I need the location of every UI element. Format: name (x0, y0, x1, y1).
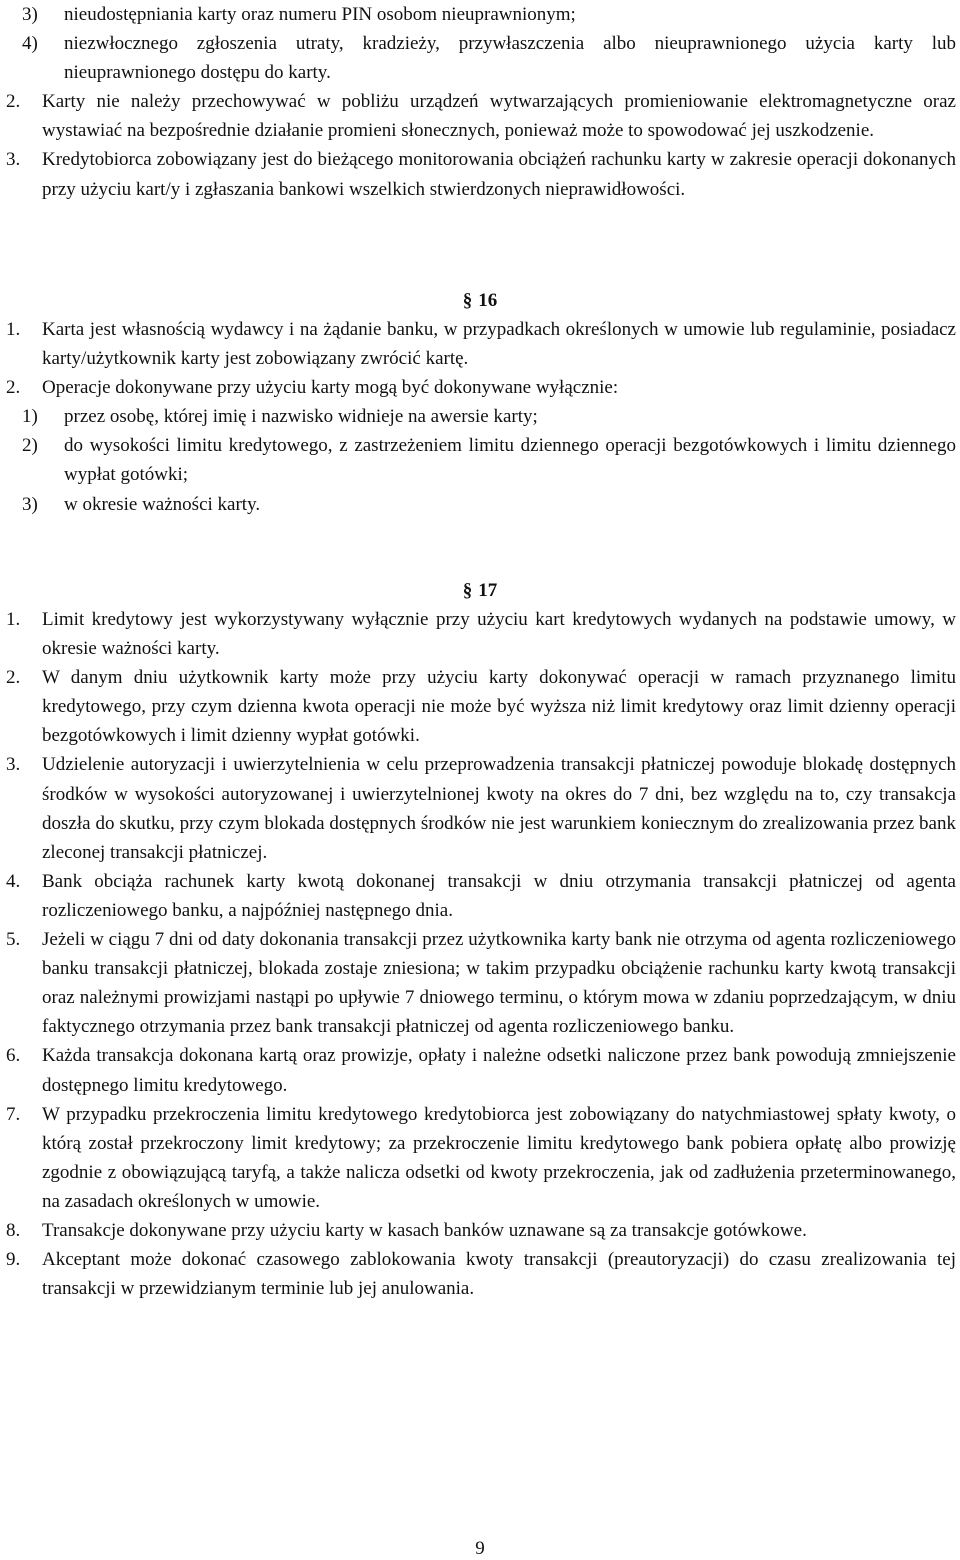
paragraph-number: 4. (6, 870, 21, 892)
list-item (0, 431, 960, 489)
list-item-number: 2) (22, 435, 38, 457)
paragraph-item (0, 315, 960, 373)
paragraph-item (0, 145, 960, 203)
paragraph-number: 2. (6, 91, 21, 113)
list-item (0, 0, 960, 29)
section-sign: § (462, 290, 473, 311)
list-item-number: 4) (22, 33, 38, 55)
section-heading (0, 576, 960, 605)
paragraph-item (0, 605, 960, 663)
paragraph-text: Akceptant może dokonać czasowego zablokowania kwoty transakcji (preautoryzacji) do czasu zrealizowania tej transakcji w przewidzianym terminie lub jej anulowania. (42, 1249, 956, 1300)
paragraph-item (0, 925, 960, 1041)
list-item (0, 402, 960, 431)
paragraph-text: W danym dniu użytkownik karty może przy użyciu karty dokonywać operacji w ramach przyznanego limitu kredytowego, przy czym dzienna kwota operacji nie może być wyższa niż limit kredytowy oraz limit dzienny operacji bezgotówkowych i limit dzienny wypłat gotówki. (42, 667, 956, 747)
section-number: 17 (478, 580, 498, 601)
paragraph-number: 1. (6, 609, 21, 630)
list-item (0, 29, 960, 87)
paragraph-number: 5. (6, 929, 21, 951)
list-item-text: przez osobę, której imię i nazwisko widnieje na awersie karty; (64, 406, 538, 428)
list-item (0, 490, 960, 519)
paragraph-text: Transakcje dokonywane przy użyciu karty w kasach banków uznawane są za transakcje gotówkowe. (42, 1219, 807, 1241)
page-number: 9 (475, 1538, 485, 1559)
paragraph-item (0, 750, 960, 866)
paragraph-item (0, 1041, 960, 1099)
paragraph-number: 2. (6, 377, 21, 399)
section-16 (0, 286, 960, 519)
paragraph-number: 9. (6, 1249, 21, 1271)
paragraph-number: 2. (6, 667, 21, 689)
list-item-text: w okresie ważności karty. (64, 493, 261, 515)
section-heading (0, 286, 960, 315)
continued-list (0, 0, 960, 204)
paragraph-number: 6. (6, 1045, 21, 1067)
paragraph-text: W przypadku przekroczenia limitu kredytowego kredytobiorca jest zobowiązany do natychmiastowej spłaty kwoty, o którą został przekroczony limit kredytowy; za przekroczenie limitu kredytowego bank pobiera opłatę albo prowizję zgodnie z obowiązującą taryfą, a także nalicza odsetki od kwoty przekroczenia, jak od zadłużenia przeterminowanego, na zasadach określonych w umowie. (42, 1103, 956, 1212)
section-17 (0, 576, 960, 1303)
paragraph-item (0, 1100, 960, 1216)
paragraph-item (0, 1216, 960, 1245)
paragraph-text: Limit kredytowy jest wykorzystywany wyłącznie przy użyciu kart kredytowych wydanych na podstawie umowy, w okresie ważności karty. (42, 609, 956, 660)
list-item-text: niezwłocznego zgłoszenia utraty, kradzieży, przywłaszczenia albo nieuprawnionego użycia karty lub nieuprawnionego dostępu do karty. (64, 33, 956, 84)
section-sign: § (462, 580, 473, 601)
paragraph-number: 1. (6, 319, 21, 340)
list-item-text: do wysokości limitu kredytowego, z zastrzeżeniem limitu dziennego operacji bezgotówkowych i limitu dziennego wypłat gotówki; (64, 435, 956, 486)
paragraph-text: Operacje dokonywane przy użyciu karty mogą być dokonywane wyłącznie: (42, 377, 619, 399)
paragraph-text: Kredytobiorca zobowiązany jest do bieżącego monitorowania obciążeń rachunku karty w zakresie operacji dokonanych przy użyciu kart/y i zgłaszania bankowi wszelkich stwierdzonych nieprawidłowości. (42, 149, 956, 200)
paragraph-text: Każda transakcja dokonana kartą oraz prowizje, opłaty i należne odsetki naliczone przez bank powodują zmniejszenie dostępnego limitu kredytowego. (42, 1045, 956, 1096)
paragraph-number: 8. (6, 1219, 21, 1241)
list-item-number: 1) (22, 406, 38, 428)
paragraph-item (0, 663, 960, 750)
paragraph-text: Karty nie należy przechowywać w pobliżu urządzeń wytwarzających promieniowanie elektromagnetyczne oraz wystawiać na bezpośrednie działanie promieni słonecznych, ponieważ może to spowodować jej uszkodzenie. (42, 91, 956, 142)
paragraph-text: Jeżeli w ciągu 7 dni od daty dokonania transakcji przez użytkownika karty bank nie otrzyma od agenta rozliczeniowego banku transakcji płatniczej, blokada zostaje zniesiona; w takim przypadku obciążenie rachunku karty kwotą transakcji oraz należnymi prowizjami nastąpi po upływie 7 dniowego terminu, o którym mowa w zdaniu poprzedzającym, w dniu faktycznego otrzymania przez bank transakcji płatniczej od agenta rozliczeniowego banku. (42, 929, 956, 1038)
list-item-text: nieudostępniania karty oraz numeru PIN osobom nieuprawnionym; (64, 4, 576, 25)
paragraph-text: Bank obciąża rachunek karty kwotą dokonanej transakcji w dniu otrzymania transakcji płatniczej od agenta rozliczeniowego banku, a najpóźniej następnego dnia. (42, 870, 956, 921)
paragraph-item (0, 1245, 960, 1303)
list-item-number: 3) (22, 4, 38, 25)
paragraph-text: Udzielenie autoryzacji i uwierzytelnienia w celu przeprowadzenia transakcji płatniczej powoduje blokadę dostępnych środków w wysokości autoryzowanej i uwierzytelnionej kwoty na okres do 7 dni, bez względu na to, czy transakcja doszła do skutku, przy czym blokada dostępnych środków nie jest warunkiem koniecznym do zrealizowania przez bank zleconej transakcji płatniczej. (42, 754, 956, 863)
paragraph-item (0, 867, 960, 925)
paragraph-item (0, 87, 960, 145)
list-item-number: 3) (22, 493, 38, 515)
section-number: 16 (478, 290, 498, 311)
paragraph-number: 3. (6, 754, 21, 776)
paragraph-item (0, 373, 960, 402)
paragraph-number: 7. (6, 1103, 21, 1125)
paragraph-number: 3. (6, 149, 21, 171)
paragraph-text: Karta jest własnością wydawcy i na żądanie banku, w przypadkach określonych w umowie lub regulaminie, posiadacz karty/użytkownik karty jest zobowiązany zwrócić kartę. (42, 319, 956, 370)
